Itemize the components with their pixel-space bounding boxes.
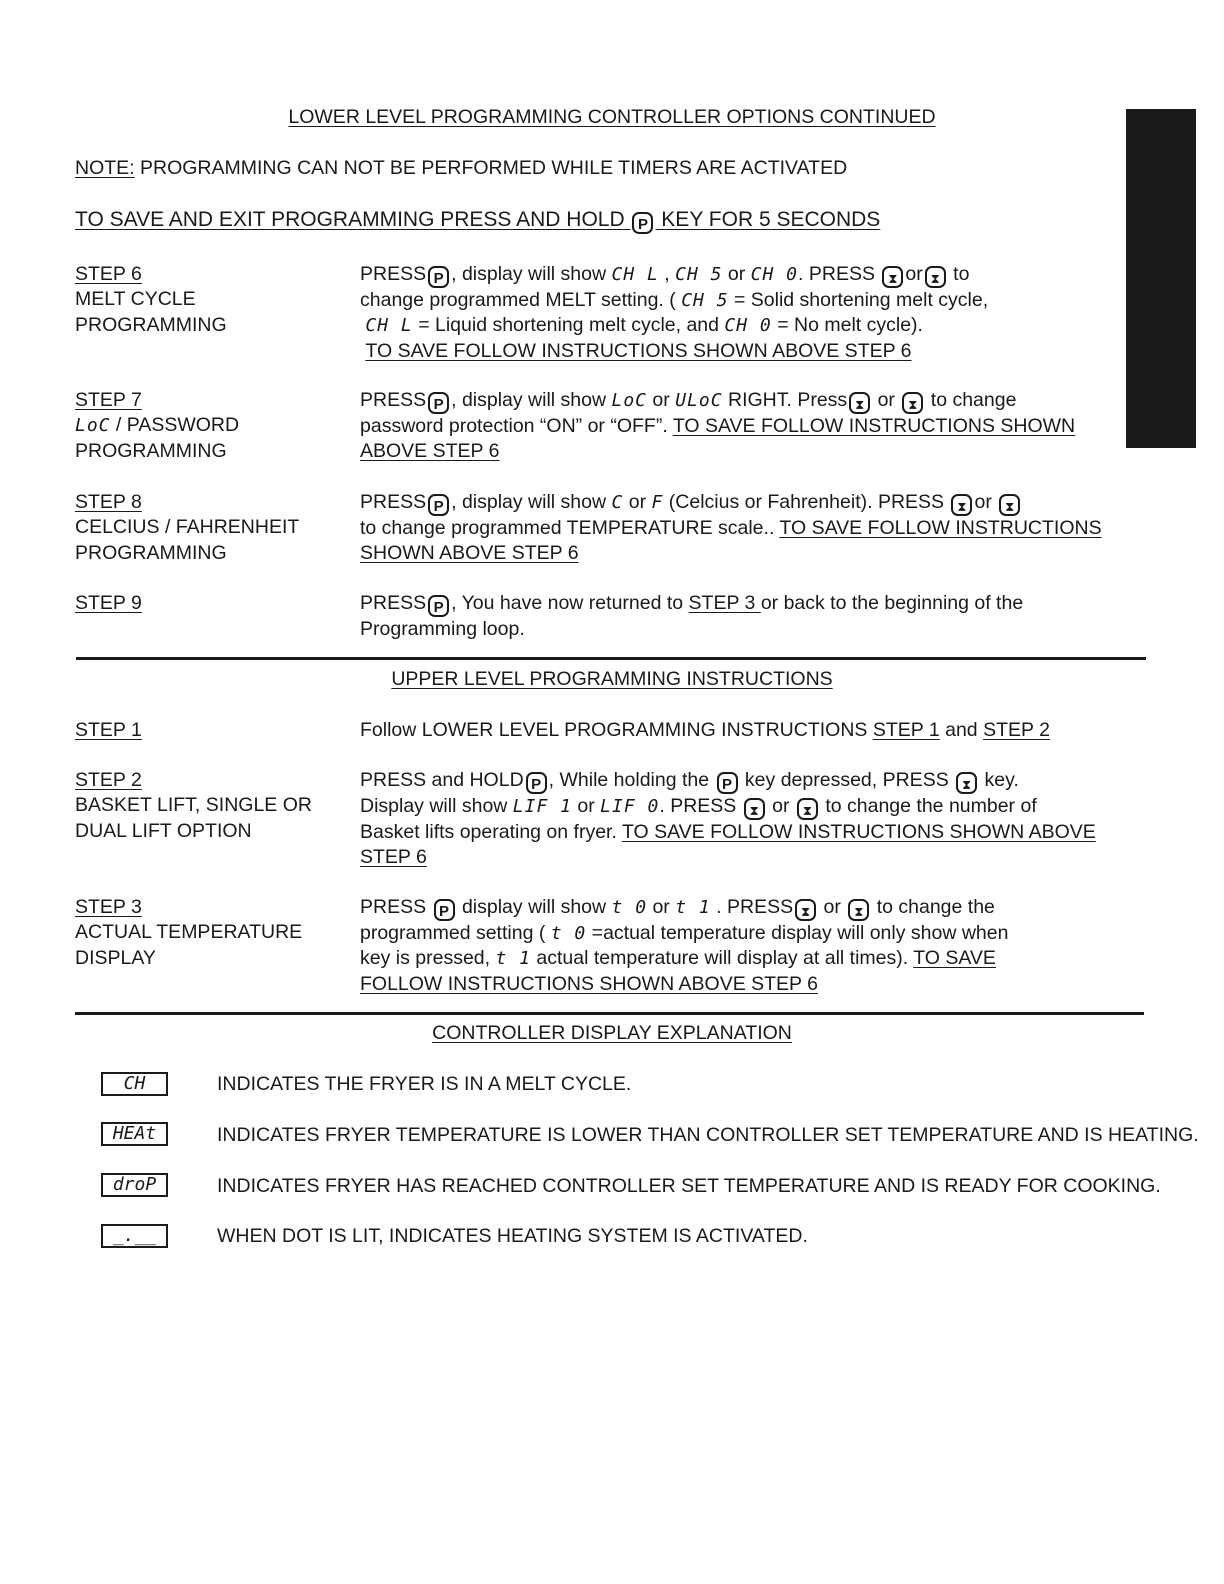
upper-step2-sub1: BASKET LIFT, SINGLE OR — [75, 794, 312, 817]
upper-step3-label: STEP 3 — [75, 896, 142, 918]
upper-step2-save-instruction: TO SAVE FOLLOW INSTRUCTIONS SHOWN ABOVE — [621, 821, 1096, 843]
upper-step2-text: or — [571, 795, 601, 817]
down-key-icon: ⧗ — [902, 392, 923, 414]
step7-save-instruction: TO SAVE FOLLOW INSTRUCTIONS SHOWN — [672, 415, 1076, 437]
upper-title — [0, 668, 1224, 691]
upper-step3-sub1: ACTUAL TEMPERATURE — [75, 921, 303, 944]
note-text: PROGRAMMING CAN NOT BE PERFORMED WHILE TIMERS ARE ACTIVATED — [134, 157, 848, 179]
step8-label-block — [75, 490, 299, 566]
step6-body — [360, 262, 1130, 364]
upper-step2-text: or — [766, 795, 795, 817]
display-desc-drop: INDICATES FRYER HAS REACHED CONTROLLER SET TEMPERATURE AND IS READY FOR COOKING. — [217, 1175, 1161, 1197]
step6-text: = Solid shortening melt cycle, — [728, 289, 989, 311]
program-key-icon: P — [526, 772, 547, 794]
step6-text: = No melt cycle). — [771, 314, 923, 337]
display-code-uloc: ULoC — [675, 390, 723, 411]
save-exit-text-b: KEY FOR 5 SECONDS — [655, 208, 881, 231]
upper-step1-text: and — [939, 719, 984, 741]
step6-text: = Liquid shortening melt cycle, and — [412, 314, 725, 337]
section-divider — [76, 657, 1146, 660]
step8-text: or — [974, 491, 998, 513]
display-code-ch0: CH 0 — [750, 264, 799, 285]
step6-sub1: MELT CYCLE — [75, 288, 196, 311]
display-code-c: C — [611, 492, 624, 513]
step8-body — [360, 490, 1130, 567]
display-desc-dot: WHEN DOT IS LIT, INDICATES HEATING SYSTEM IS ACTIVATED. — [217, 1225, 808, 1247]
step7-text: PRESS — [360, 389, 427, 411]
step8-text: (Celcius or Fahrenheit). PRESS — [663, 491, 950, 513]
display-box-ch: CH — [101, 1072, 168, 1096]
step7-text: or — [647, 389, 676, 411]
step8-text: , display will show — [451, 491, 612, 513]
step7-label: STEP 7 — [75, 389, 142, 411]
step7-text: to change — [925, 389, 1017, 411]
upper-step2-text: to change the number of — [819, 795, 1037, 817]
section-tab — [1126, 109, 1196, 448]
step9-label: STEP 9 — [75, 592, 142, 614]
display-code-loc: LoC — [611, 390, 648, 411]
step7-text: or — [872, 389, 901, 411]
display-code-t0: t 0 — [611, 897, 648, 918]
upper-step2-body — [360, 768, 1130, 871]
display-code-ch5: CH 5 — [681, 290, 729, 311]
up-key-icon: ⧗ — [956, 772, 977, 794]
upper-step3-text: display will show — [456, 896, 612, 918]
program-key-icon: P — [434, 899, 455, 921]
display-title — [0, 1022, 1224, 1045]
display-code-lif0: LIF 0 — [600, 796, 660, 817]
up-key-icon: ⧗ — [951, 494, 972, 516]
display-code-t1: t 1 — [675, 897, 711, 918]
up-key-icon: ⧗ — [882, 266, 903, 288]
upper-step2-text: , While holding the — [548, 769, 715, 791]
down-key-icon: ⧗ — [797, 798, 818, 820]
display-code-t0: t 0 — [550, 923, 587, 944]
step6-text: or — [722, 263, 751, 285]
step7-save-instruction-cont: ABOVE STEP 6 — [360, 440, 500, 463]
upper-step1-ref: STEP 1 — [872, 719, 940, 741]
step9-text: PRESS — [360, 592, 427, 614]
step9-text: Programming loop. — [360, 618, 525, 640]
step7-sub1: / PASSWORD — [110, 414, 240, 437]
step6-text: . PRESS — [798, 263, 881, 285]
display-code-chl: CH L — [365, 315, 413, 337]
upper-step3-save-instruction-cont: FOLLOW INSTRUCTIONS SHOWN ABOVE STEP 6 — [360, 972, 818, 995]
upper-step3-text: or — [647, 896, 676, 918]
display-code-ch0: CH 0 — [724, 315, 772, 337]
step9-body — [360, 591, 1130, 642]
display-box-drop: droP — [101, 1173, 168, 1197]
step6-text: or — [905, 263, 923, 285]
note — [75, 157, 847, 180]
upper-step3-label-block — [75, 895, 302, 971]
program-key-icon: P — [717, 772, 738, 794]
display-code-loc: LoC — [75, 415, 111, 437]
upper-step1-label-block — [75, 718, 142, 743]
step7-body — [360, 388, 1130, 465]
down-key-icon: ⧗ — [999, 494, 1020, 516]
up-key-icon: ⧗ — [744, 798, 765, 820]
upper-step2-text: Basket lifts operating on fryer. — [360, 821, 622, 843]
note-label: NOTE: — [75, 157, 135, 179]
upper-title-text: UPPER LEVEL PROGRAMMING INSTRUCTIONS — [391, 668, 833, 690]
upper-step3-text: =actual temperature display will only show when — [586, 922, 1009, 944]
upper-step2-save-instruction-cont: STEP 6 — [360, 846, 427, 869]
upper-step3-text: or — [818, 896, 847, 918]
display-desc-heat: INDICATES FRYER TEMPERATURE IS LOWER THAN CONTROLLER SET TEMPERATURE AND IS HEATING. — [217, 1124, 1199, 1146]
display-code-f: F — [651, 492, 664, 513]
program-key-icon: P — [428, 266, 449, 288]
upper-step2-text: . PRESS — [659, 795, 742, 817]
step6-text: , — [658, 263, 676, 285]
up-key-icon: ⧗ — [849, 392, 870, 414]
upper-step3-text: PRESS — [360, 896, 432, 918]
step9-text: , You have now returned to — [451, 592, 689, 614]
display-code-ch5: CH 5 — [675, 264, 723, 285]
step9-label-block — [75, 591, 142, 616]
display-desc-ch: INDICATES THE FRYER IS IN A MELT CYCLE. — [217, 1073, 632, 1095]
program-key-icon: P — [632, 212, 653, 234]
upper-step2-sub2: DUAL LIFT OPTION — [75, 819, 252, 842]
step8-text: PRESS — [360, 491, 427, 513]
step6-text: , display will show — [451, 263, 612, 285]
upper-step2-label-block — [75, 768, 312, 844]
upper-step3-save-instruction: TO SAVE — [913, 947, 996, 970]
upper-step3-body — [360, 895, 1130, 997]
step7-sub2: PROGRAMMING — [75, 439, 227, 462]
step8-sub1: CELCIUS / FAHRENHEIT — [75, 516, 300, 539]
upper-step3-sub2: DISPLAY — [75, 946, 156, 969]
upper-step1-text: Follow LOWER LEVEL PROGRAMMING INSTRUCTIONS — [360, 719, 873, 741]
step6-sub2: PROGRAMMING — [75, 313, 227, 336]
display-box-heat: HEAt — [101, 1122, 168, 1146]
step9-step3-reference: STEP 3 — [688, 592, 761, 614]
program-key-icon: P — [428, 494, 449, 516]
step6-text: PRESS — [360, 263, 427, 285]
upper-step2-text: key. — [979, 769, 1019, 791]
upper-step3-text: . PRESS — [710, 896, 794, 918]
step9-text: or back to the beginning of the — [760, 592, 1024, 614]
upper-step2-label: STEP 2 — [75, 769, 142, 791]
upper-step1-ref: STEP 2 — [983, 719, 1050, 741]
save-exit-text-a: TO SAVE AND EXIT PROGRAMMING PRESS AND HOLD — [75, 208, 631, 231]
upper-step3-text: key is pressed, — [360, 947, 496, 970]
step8-save-instruction: TO SAVE FOLLOW INSTRUCTIONS — [779, 517, 1102, 539]
up-key-icon: ⧗ — [795, 899, 816, 921]
step8-text: or — [623, 491, 652, 513]
page-title-text: LOWER LEVEL PROGRAMMING CONTROLLER OPTIONS CONTINUED — [288, 106, 936, 128]
display-code-chl: CH L — [611, 264, 659, 285]
step7-text: password protection “ON” or “OFF”. — [360, 415, 673, 437]
upper-step3-text: to change the — [871, 896, 995, 918]
upper-step2-text: Display will show — [360, 795, 513, 817]
program-key-icon: P — [428, 392, 449, 414]
display-box-dot: _.__ — [101, 1224, 168, 1248]
step6-save-instruction: TO SAVE FOLLOW INSTRUCTIONS SHOWN ABOVE STEP 6 — [365, 339, 912, 362]
step8-label: STEP 8 — [75, 491, 142, 513]
upper-step1-label: STEP 1 — [75, 719, 142, 741]
display-title-text: CONTROLLER DISPLAY EXPLANATION — [432, 1022, 792, 1044]
upper-step3-text: actual temperature will display at all times). — [531, 947, 914, 970]
step8-sub2: PROGRAMMING — [75, 541, 227, 564]
step6-label: STEP 6 — [75, 263, 142, 285]
down-key-icon: ⧗ — [848, 899, 869, 921]
page-title — [0, 106, 1224, 129]
upper-step3-text: programmed setting ( — [360, 922, 551, 944]
upper-step2-text: key depressed, PRESS — [739, 769, 955, 791]
step7-text: RIGHT. Press — [722, 389, 848, 411]
upper-step2-text: PRESS and HOLD — [360, 769, 524, 791]
step7-text: , display will show — [451, 389, 612, 411]
save-exit-instruction — [75, 208, 880, 234]
step8-text: to change programmed TEMPERATURE scale.. — [360, 517, 780, 539]
down-key-icon: ⧗ — [925, 266, 946, 288]
program-key-icon: P — [428, 595, 449, 617]
display-code-lif1: LIF 1 — [512, 796, 572, 817]
step6-text: to — [947, 263, 970, 285]
section-divider — [75, 1012, 1144, 1015]
display-code-t1: t 1 — [495, 948, 531, 970]
step6-text: change programmed MELT setting. ( — [360, 289, 682, 311]
upper-step1-body — [360, 718, 1130, 743]
step8-save-instruction-cont: SHOWN ABOVE STEP 6 — [360, 542, 579, 565]
step7-label-block — [75, 388, 239, 464]
step6-label-block — [75, 262, 227, 338]
